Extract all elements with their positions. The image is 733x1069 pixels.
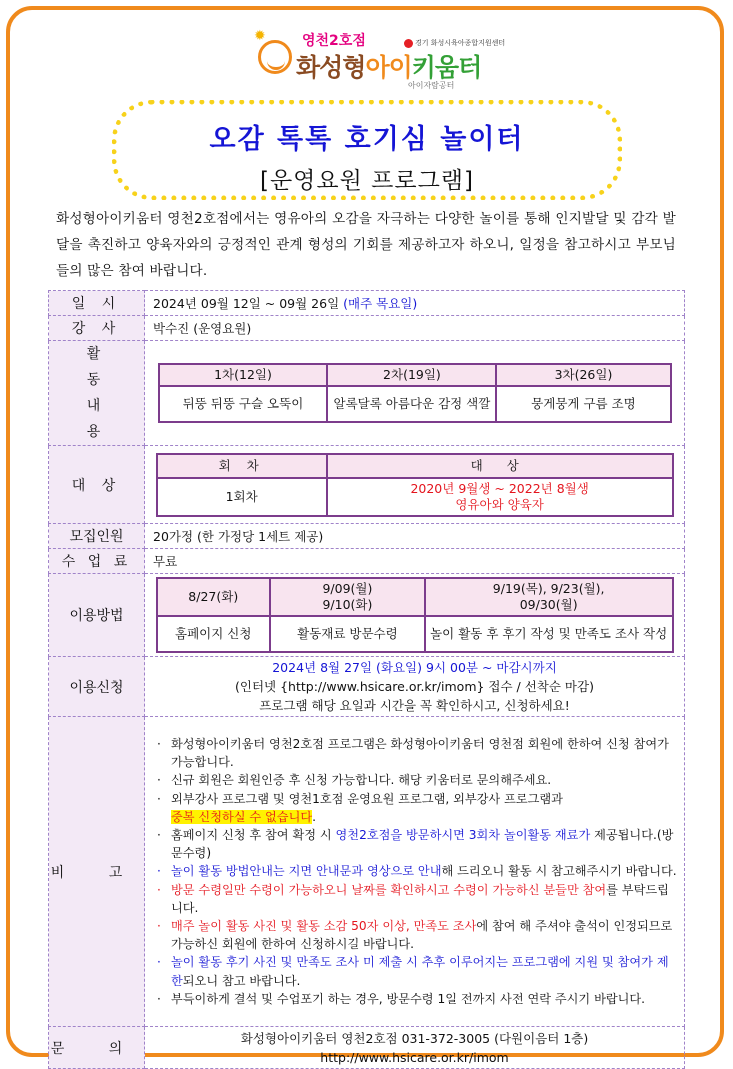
date-note: (매주 목요일) [343,296,418,311]
note-5-emphasis: 놀이 활동 방법안내는 지면 안내문과 영상으로 안내 [171,864,442,879]
activity-header-2: 2차(19일) [327,364,496,386]
note-3-text: 외부강사 프로그램 및 영천1호점 운영요원 프로그램, 외부강사 프로그램과 [171,791,563,806]
target-round: 1회차 [157,478,327,516]
usage-date-3b: 09/30(월) [519,597,578,612]
label-activity-text: 활 동 내 용 [86,346,107,440]
row-instructor [49,316,685,341]
apply-period: 2024년 8월 27일 (화요일) 9시 00분 ~ 마감시까지 [272,660,557,675]
activity-content-3: 뭉게뭉게 구름 조명 [496,386,670,422]
logo-name-part3: 키움터 [411,53,482,82]
usage-table [156,577,674,653]
note-item: · 부득이하게 결석 및 수업포기 하는 경우, 방문수령 1일 전까지 사전 연락 주시기 바랍니다. [155,990,678,1008]
note-3-end: . [312,809,317,824]
label-apply: 이용신청 [49,657,145,717]
activity-header-3: 3차(26일) [496,364,670,386]
logo-subtitle: 아이자람공터 [408,81,455,90]
usage-step-row [157,616,673,652]
row-apply [49,657,685,717]
note-4-emphasis: 영천2호점을 방문하시면 3회차 놀이활동 재료가 [335,827,591,842]
label-target: 대 상 [49,446,145,524]
note-item [155,790,678,826]
label-instructor: 강 사 [49,316,145,341]
row-target [49,446,685,524]
contact-info: 화성형아이키움터 영천2호점 031-372-3005 (다원이음터 1층) [240,1030,589,1046]
row-notes [49,717,685,1027]
note-item [155,881,678,917]
usage-step-2: 활동재료 방문수령 [270,616,425,652]
row-contact [49,1027,685,1069]
center-logo-text: 경기 화성시육아종합지원센터 [415,39,506,47]
row-fee [49,549,685,574]
note-4-end: 제공됩니다.(방문수령) [171,827,674,861]
note-7-emphasis: 매주 놀이 활동 사진 및 활동 소감 50자 이상, 만족도 조사 [171,919,477,933]
usage-step-3: 놀이 활동 후 후기 작성 및 만족도 조사 작성 [425,616,673,652]
label-notes: 비 고 [49,717,145,1027]
note-8-emphasis: 놀이 활동 후기 사진 및 만족도 조사 미 제출 시 추후 이루어지는 프로그램에 지원 및 참여가 제한 [171,955,669,988]
row-date [49,291,685,316]
target-audience-line1: 2020년 9월생 ~ 2022년 8월생 [410,480,589,496]
target-header-round: 회 차 [157,454,327,478]
label-fee: 수 업 료 [49,549,145,574]
label-date: 일 시 [49,291,145,316]
value-recruit: 20가정 (한 가정당 1세트 제공) [145,524,685,549]
activity-header-1: 1차(12일) [159,364,328,386]
note-item: · 신규 회원은 회원인증 후 신청 가능합니다. 해당 키움터로 문의해주세요. [155,771,678,789]
info-table [48,290,685,1069]
value-date [145,291,685,316]
logo-name-part2: 아이 [365,53,412,82]
label-recruit: 모집인원 [49,524,145,549]
activity-table [158,363,672,423]
activity-header-row [159,364,671,386]
row-activity [49,341,685,446]
note-5-text: 해 드리오니 활동 시 참고해주시기 바랍니다. [441,864,677,879]
date-range: 2024년 09월 12일 ~ 09월 26일 [153,296,340,311]
note-item [155,917,678,953]
label-contact: 문 의 [49,1027,145,1069]
target-header-row [157,454,673,478]
intro-text: 화성형아이키움터 영천2호점에서는 영유아의 오감을 자극하는 다양한 놀이를 통해 인지발달 및 감각 발달을 촉진하고 양육자와의 긍정적인 관계 형성의 기회를 제공하고자 하오니, 일정을 참고하시고 부모님들의 많은 참여 바랍니다. [56,211,676,279]
target-table [156,453,674,517]
usage-date-3 [425,578,673,616]
apply-method[interactable]: (인터넷 {http://www.hsicare.or.kr/imom} 접수 / 선착순 마감) [235,679,594,694]
note-item [155,862,678,880]
usage-date-1: 8/27(화) [157,578,271,616]
activity-content-1: 뒤뚱 뒤뚱 구슬 오뚝이 [159,386,328,422]
center-logo-icon [404,39,413,48]
note-item [155,826,678,862]
value-fee: 무료 [145,549,685,574]
row-recruit [49,524,685,549]
value-target [145,446,685,524]
target-audience [327,478,673,516]
usage-date-row [157,578,673,616]
note-item: · 화성형아이키움터 영천2호점 프로그램은 화성형아이키움터 영천점 회원에 한하여 신청 참여가 가능합니다. [155,735,678,771]
page-subtitle: [운영요원 프로그램] [259,168,474,194]
note-7-text: 에 참여 해 주셔야 출석이 인정되므로 가능하신 회원에 한하여 신청하시길 바랍니다. [171,919,673,952]
label-usage: 이용방법 [49,574,145,657]
usage-date-2 [270,578,425,616]
target-header-target: 대 상 [327,454,673,478]
note-item [155,953,678,989]
note-3-highlight: 중복 신청하실 수 없습니다 [171,809,313,824]
contact-url-link[interactable]: http://www.hsicare.or.kr/imom [320,1049,509,1065]
logo-branch: 영천2호점 [302,33,366,49]
value-contact [145,1027,685,1069]
logo-name [296,48,481,84]
note-6-text: 를 부탁드립니다. [171,882,669,915]
notes-list [145,733,684,1010]
target-content-row [157,478,673,516]
page-title: 오감 톡톡 호기심 놀이터 [209,124,525,155]
activity-content-2: 알록달록 아름다운 감정 색깔 [327,386,496,422]
value-usage [145,574,685,657]
value-notes [145,717,685,1027]
row-usage [49,574,685,657]
apply-notice: 프로그램 해당 요일과 시간을 꼭 확인하시고, 신청하세요! [259,698,570,713]
label-activity [49,341,145,446]
title-box [112,100,622,200]
usage-date-3a: 9/19(목), 9/23(월), [492,581,605,596]
usage-date-2a: 9/09(월) [322,581,373,596]
value-activity [145,341,685,446]
note-8-text: 되오니 참고 바랍니다. [182,973,301,988]
usage-date-2b: 9/10(화) [322,597,373,612]
center-logo [404,38,505,48]
smile-face-icon [258,40,292,74]
activity-content-row [159,386,671,422]
usage-step-1: 홈페이지 신청 [157,616,271,652]
sun-icon: ✹ [254,28,266,44]
logo-name-part1: 화성형 [296,53,366,82]
note-6-emphasis: 방문 수령일만 수령이 가능하오니 날짜를 확인하시고 수령이 가능하신 분들만 참여 [171,882,607,897]
value-apply [145,657,685,717]
value-instructor: 박수진 (운영요원) [145,316,685,341]
target-audience-line2: 영유아와 양육자 [455,496,544,512]
note-4-text: 홈페이지 신청 후 참여 확정 시 [171,827,336,842]
